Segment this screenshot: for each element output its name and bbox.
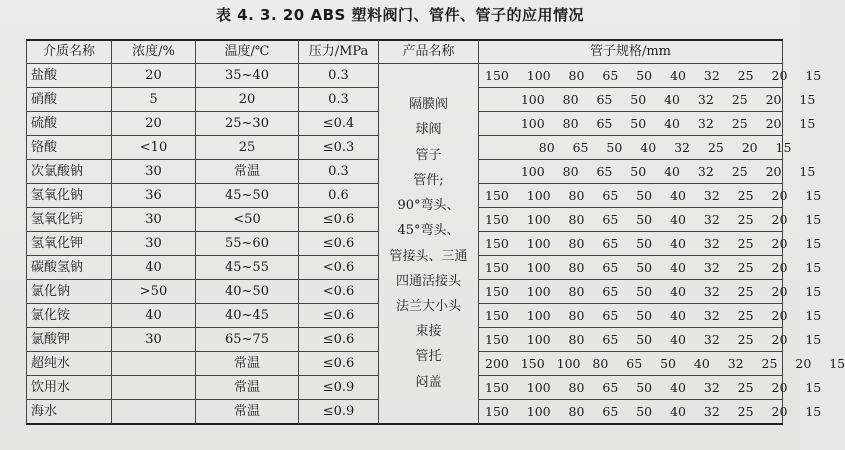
header-pipe-spec: 管子规格/mm bbox=[479, 40, 783, 64]
pipe-spec-cell: 100 80 65 50 40 32 25 20 15 bbox=[479, 88, 783, 112]
temperature-cell: 40~50 bbox=[196, 280, 299, 304]
header-product: 产品名称 bbox=[379, 40, 479, 64]
medium-cell: 盐酸 bbox=[27, 64, 112, 88]
pipe-spec-cell: 100 80 65 50 40 32 25 20 15 bbox=[479, 160, 783, 184]
temperature-cell: 25 bbox=[196, 136, 299, 160]
medium-cell: 硫酸 bbox=[27, 112, 112, 136]
temperature-cell: 35~40 bbox=[196, 64, 299, 88]
medium-cell: 氢氧化钾 bbox=[27, 232, 112, 256]
pressure-cell: ≤0.6 bbox=[299, 232, 379, 256]
medium-cell: 氯化铵 bbox=[27, 304, 112, 328]
product-line: 45°弯头、 bbox=[397, 223, 460, 239]
concentration-cell bbox=[112, 352, 196, 376]
pressure-cell: ≤0.6 bbox=[299, 304, 379, 328]
medium-cell: 氢氧化钠 bbox=[27, 184, 112, 208]
product-name-cell bbox=[379, 64, 479, 425]
product-line: 球阀 bbox=[415, 122, 442, 138]
product-line: 管子 bbox=[415, 147, 442, 163]
pressure-cell: ≤0.6 bbox=[299, 352, 379, 376]
pipe-spec-cell: 150 100 80 65 50 40 32 25 20 15 bbox=[479, 256, 783, 280]
concentration-cell: <10 bbox=[112, 136, 196, 160]
product-line: 法兰大小头 bbox=[395, 298, 461, 314]
pressure-cell: ≤0.6 bbox=[299, 208, 379, 232]
pipe-spec-cell: 150 100 80 65 50 40 32 25 20 15 bbox=[479, 304, 783, 328]
temperature-cell: 25~30 bbox=[196, 112, 299, 136]
product-line: 四通活接头 bbox=[395, 273, 461, 289]
product-line: 管托 bbox=[415, 349, 442, 365]
concentration-cell: >50 bbox=[112, 280, 196, 304]
table-caption: 表 4. 3. 20 ABS 塑料阀门、管件、管子的应用情况 bbox=[215, 6, 585, 24]
concentration-cell: 20 bbox=[112, 112, 196, 136]
pressure-cell: ≤0.9 bbox=[299, 376, 379, 400]
pressure-cell: ≤0.4 bbox=[299, 112, 379, 136]
concentration-cell bbox=[112, 376, 196, 400]
temperature-cell: 常温 bbox=[196, 400, 299, 425]
medium-cell: 碳酸氢钠 bbox=[27, 256, 112, 280]
medium-cell: 硝酸 bbox=[27, 88, 112, 112]
temperature-cell: 45~55 bbox=[196, 256, 299, 280]
product-line: 束接 bbox=[415, 324, 442, 340]
pressure-cell: <0.6 bbox=[299, 256, 379, 280]
pipe-spec-cell: 150 100 80 65 50 40 32 25 20 15 bbox=[479, 376, 783, 400]
concentration-cell: 30 bbox=[112, 328, 196, 352]
pipe-spec-cell: 150 100 80 65 50 40 32 25 20 15 bbox=[479, 64, 783, 88]
pressure-cell: ≤0.9 bbox=[299, 400, 379, 425]
product-line: 管件; bbox=[413, 172, 444, 188]
temperature-cell: 55~60 bbox=[196, 232, 299, 256]
concentration-cell: 40 bbox=[112, 304, 196, 328]
product-line: 隔膜阀 bbox=[408, 97, 448, 113]
pressure-cell: 0.3 bbox=[299, 160, 379, 184]
pressure-cell: <0.6 bbox=[299, 280, 379, 304]
pipe-spec-cell: 150 100 80 65 50 40 32 25 20 15 bbox=[479, 184, 783, 208]
header-pressure: 压力/MPa bbox=[299, 40, 379, 64]
concentration-cell: 30 bbox=[112, 160, 196, 184]
pipe-spec-cell: 150 100 80 65 50 40 32 25 20 15 bbox=[479, 400, 783, 425]
medium-cell: 铬酸 bbox=[27, 136, 112, 160]
pipe-spec-cell: 150 100 80 65 50 40 32 25 20 15 bbox=[479, 232, 783, 256]
product-line: 90°弯头、 bbox=[397, 198, 460, 214]
temperature-cell: 20 bbox=[196, 88, 299, 112]
concentration-cell: 20 bbox=[112, 64, 196, 88]
temperature-cell: <50 bbox=[196, 208, 299, 232]
medium-cell: 饮用水 bbox=[27, 376, 112, 400]
medium-cell: 氢氧化钙 bbox=[27, 208, 112, 232]
temperature-cell: 常温 bbox=[196, 376, 299, 400]
temperature-cell: 常温 bbox=[196, 160, 299, 184]
application-table bbox=[26, 39, 845, 425]
pipe-spec-cell: 100 80 65 50 40 32 25 20 15 bbox=[479, 112, 783, 136]
concentration-cell: 30 bbox=[112, 232, 196, 256]
concentration-cell: 5 bbox=[112, 88, 196, 112]
product-line: 管接头、三通 bbox=[389, 248, 468, 264]
header-concentration: 浓度/% bbox=[112, 40, 196, 64]
pipe-spec-cell: 200 150 100 80 65 50 40 32 25 20 15 bbox=[479, 352, 783, 376]
pipe-spec-cell: 150 100 80 65 50 40 32 25 20 15 bbox=[479, 280, 783, 304]
temperature-cell: 45~50 bbox=[196, 184, 299, 208]
concentration-cell: 36 bbox=[112, 184, 196, 208]
concentration-cell: 30 bbox=[112, 208, 196, 232]
table-row bbox=[27, 64, 783, 88]
pressure-cell: 0.3 bbox=[299, 64, 379, 88]
medium-cell: 次氯酸钠 bbox=[27, 160, 112, 184]
pipe-spec-cell: 80 65 50 40 32 25 20 15 bbox=[479, 136, 783, 160]
pressure-cell: ≤0.3 bbox=[299, 136, 379, 160]
temperature-cell: 65~75 bbox=[196, 328, 299, 352]
temperature-cell: 常温 bbox=[196, 352, 299, 376]
medium-cell: 氯化钠 bbox=[27, 280, 112, 304]
medium-cell: 海水 bbox=[27, 400, 112, 425]
header-medium: 介质名称 bbox=[27, 40, 112, 64]
product-line: 闷盖 bbox=[415, 374, 442, 390]
concentration-cell: 40 bbox=[112, 256, 196, 280]
pressure-cell: 0.6 bbox=[299, 184, 379, 208]
temperature-cell: 40~45 bbox=[196, 304, 299, 328]
pressure-cell: ≤0.6 bbox=[299, 328, 379, 352]
pipe-spec-cell: 150 100 80 65 50 40 32 25 20 15 bbox=[479, 208, 783, 232]
medium-cell: 氯酸钾 bbox=[27, 328, 112, 352]
concentration-cell bbox=[112, 400, 196, 425]
header-row bbox=[27, 40, 783, 64]
medium-cell: 超纯水 bbox=[27, 352, 112, 376]
pipe-spec-cell: 150 100 80 65 50 40 32 25 20 15 bbox=[479, 328, 783, 352]
pressure-cell: 0.3 bbox=[299, 88, 379, 112]
header-temperature: 温度/℃ bbox=[196, 40, 299, 64]
